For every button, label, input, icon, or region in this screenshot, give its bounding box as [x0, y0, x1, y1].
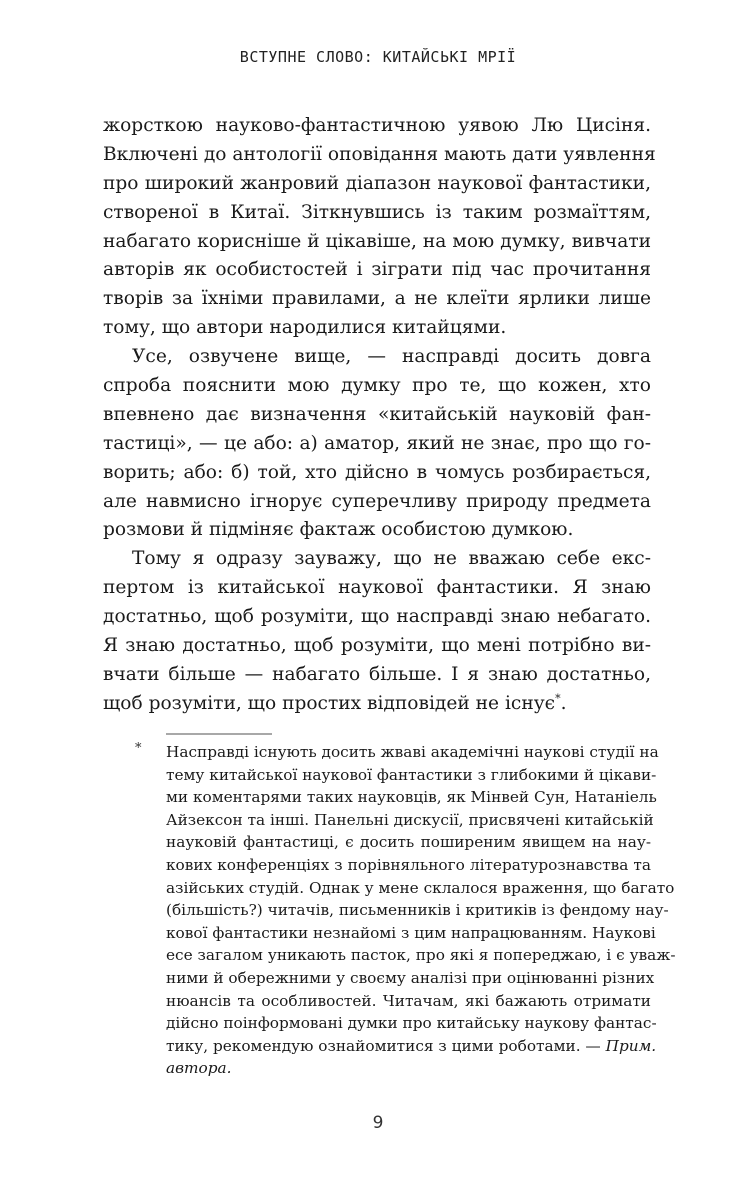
body-line-final — [103, 690, 651, 719]
body-line: але навмисно ігнорує суперечливу природу предмета — [103, 490, 651, 512]
body-line: пертом із китайської наукової фантастики. Я знаю — [103, 577, 651, 599]
footnote-line: нюансів та особливостей. Читачам, які бажають отримати — [166, 991, 651, 1010]
body-line: вчати більше — набагато більше. І я знаю достатньо, — [103, 663, 651, 685]
body-line: жорсткою науково-фантастичною уявою Лю Цисіня. — [103, 115, 651, 136]
body-line: розмови й підміняє фактаж особистою думкою. — [103, 519, 574, 541]
footnote-line: тему китайської наукової фантастики з глибокими й цікави- — [166, 765, 657, 784]
footnote-line: ними й обережними у своєму аналізі при оцінюванні різних — [166, 968, 655, 987]
footnote — [166, 741, 676, 1080]
body-line: Включені до антології оповідання мають дати уявлення — [103, 143, 656, 165]
body-text — [103, 112, 656, 719]
footnote-line: ми коментарями таких науковців, як Мінвей Сун, Натаніель — [166, 788, 657, 807]
body-line: тастиці», — це або: а) аматор, який не знає, про що го- — [103, 432, 651, 454]
paragraph-start-line: Усе, озвучене вище, — насправді досить довга — [132, 346, 651, 368]
body-line: набагато корисніше й цікавіше, на мою думку, вивчати — [103, 230, 651, 252]
footnote-line: Айзексон та інші. Панельні дискусії, присвячені китайській — [166, 810, 654, 829]
footnote-line-with-label — [166, 1035, 657, 1058]
footnote-line: есе загалом уникають пасток, про які я попереджаю, і є уваж- — [166, 946, 676, 965]
body-line-text: щоб розуміти, що простих відповідей не існує — [103, 692, 556, 714]
running-head: ВСТУПНЕ СЛОВО: КИТАЙСЬКІ МРІЇ — [239, 48, 517, 66]
footnote-line: дійсно поінформовані думки про китайську наукову фантас- — [166, 1014, 657, 1033]
footnote-marker: * — [135, 741, 142, 756]
body-line: впевнено дає визначення «китайській науковій фан- — [103, 403, 651, 425]
footnote-line: азійських студій. Однак у мене склалося враження, що багато — [166, 878, 675, 897]
page-number: 9 — [372, 1113, 384, 1133]
note-label: Прим. — [605, 1036, 657, 1055]
body-line: Я знаю достатньо, щоб розуміти, що мені потрібно ви- — [103, 635, 651, 657]
body-line: про широкий жанровий діапазон наукової фантастики, — [103, 172, 651, 194]
body-line: достатньо, щоб розуміти, що насправді знаю небагато. — [103, 606, 651, 628]
footnote-line: кових конференціях з порівняльного літературознавства та — [166, 855, 651, 874]
footnote-line: кової фантастики незнайомі з цим напрацюванням. Наукові — [166, 923, 656, 942]
footnote-reference[interactable]: * — [555, 691, 561, 705]
final-period: . — [560, 692, 567, 714]
body-line: ворить; або: б) той, хто дійсно в чомусь розбирається, — [103, 461, 651, 483]
body-line: тому, що автори народилися китайцями. — [103, 317, 507, 339]
footnote-divider — [166, 733, 272, 735]
paragraph-start-line: Тому я одразу зауважу, що не вважаю себе екс- — [132, 548, 651, 570]
body-line: творів за їхніми правилами, а не клеїти ярлики лише — [103, 288, 651, 310]
footnote-line: науковій фантастиці, є досить поширеним явищем на нау- — [166, 833, 651, 852]
note-label-continuation: автора. — [166, 1059, 232, 1078]
body-line: авторів як особистостей і зіграти під час прочитання — [103, 259, 651, 281]
footnote-line: (більшість?) читачів, письменників і критиків із фендому нау- — [166, 901, 669, 920]
footnote-line: Насправді існують досить жваві академічні наукові студії на — [166, 743, 659, 761]
footnote-line-text: тику, рекомендую ознайомитися з цими роботами. — — [166, 1036, 601, 1055]
body-line: створеної в Китаї. Зіткнувшись із таким розмаїттям, — [103, 201, 651, 223]
body-line: спроба пояснити мою думку про те, що кожен, хто — [103, 375, 651, 397]
